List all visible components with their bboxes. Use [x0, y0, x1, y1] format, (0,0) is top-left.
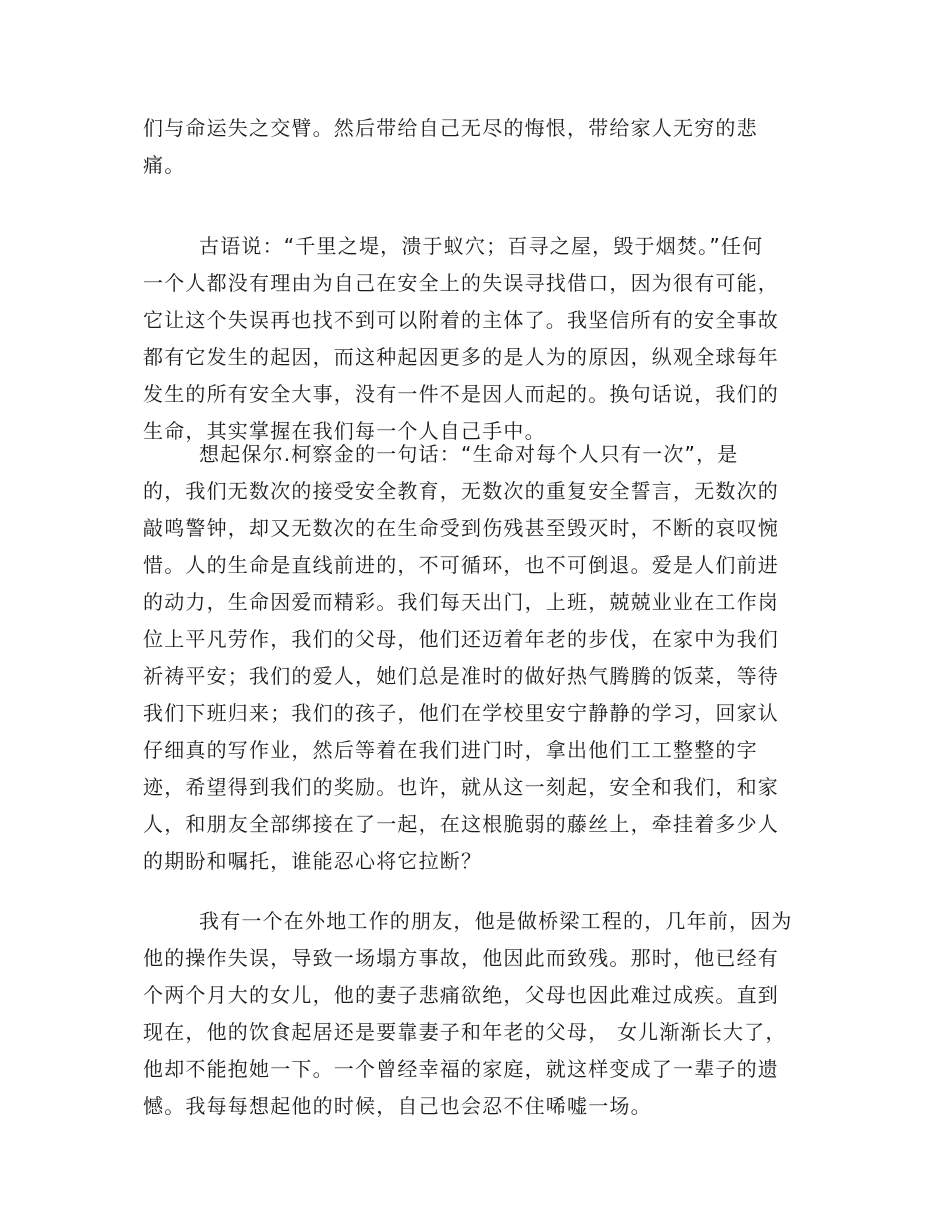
text-line: 发生的所有安全大事，没有一件不是因人而起的。换句话说，我们的: [143, 382, 779, 406]
text-line: 一个人都没有理由为自己在安全上的失误寻找借口，因为很有可能，: [143, 271, 779, 295]
text-line: 古语说：“千里之堤，溃于蚁穴；百寻之屋，毁于烟焚。”任何: [199, 234, 764, 258]
text-line: 的期盼和嘱托，谁能忍心将它拉断？: [143, 849, 483, 873]
text-line: 生命，其实掌握在我们每一个人自己手中。: [143, 419, 546, 443]
paragraph-4: [143, 903, 813, 1125]
text-line: 的动力，生命因爱而精彩。我们每天出门，上班，兢兢业业在工作岗: [143, 590, 779, 614]
paragraph-3: [143, 436, 813, 880]
text-line: 敲鸣警钟，却又无数次的在生命受到伤残甚至毁灭时，不断的哀叹惋: [143, 516, 779, 540]
text-line: 祈祷平安；我们的爱人，她们总是准时的做好热气腾腾的饭菜，等待: [143, 664, 779, 688]
text-line: 想起保尔.柯察金的一句话：“生命对每个人只有一次”，是: [199, 442, 739, 466]
text-line: 惜。人的生命是直线前进的，不可循环，也不可倒退。爱是人们前进: [143, 553, 779, 577]
paragraph-1: [143, 110, 813, 184]
text-line: 都有它发生的起因，而这种起因更多的是人为的原因，纵观全球每年: [143, 345, 779, 369]
text-line: 个两个月大的女儿，他的妻子悲痛欲绝，父母也因此难过成疾。直到: [143, 983, 779, 1007]
text-line: 们与命运失之交臂。然后带给自己无尽的悔恨，带给家人无穷的悲: [143, 116, 758, 140]
text-line: 他却不能抱她一下。一个曾经幸福的家庭，就这样变成了一辈子的遗: [143, 1057, 779, 1081]
text-line: 痛。: [143, 153, 186, 177]
text-line: 仔细真的写作业，然后等着在我们进门时，拿出他们工工整整的字: [143, 738, 758, 762]
text-line: 的，我们无数次的接受安全教育，无数次的重复安全誓言，无数次的: [143, 479, 779, 503]
text-line: 现在，他的饮食起居还是要靠妻子和年老的父母， 女儿渐渐长大了，: [143, 1020, 787, 1044]
text-line: 他的操作失误，导致一场塌方事故，他因此而致残。那时，他已经有: [143, 946, 779, 970]
text-line: 我们下班归来；我们的孩子，他们在学校里安宁静静的学习，回家认: [143, 701, 779, 725]
paragraph-2: [143, 228, 813, 450]
text-line: 迹，希望得到我们的奖励。也许，就从这一刻起，安全和我们，和家: [143, 775, 779, 799]
text-line: 人，和朋友全部绑接在了一起，在这根脆弱的藤丝上，牵挂着多少人: [143, 812, 779, 836]
text-line: 它让这个失误再也找不到可以附着的主体了。我坚信所有的安全事故: [143, 308, 779, 332]
text-line: 我有一个在外地工作的朋友，他是做桥梁工程的，几年前，因为: [199, 909, 793, 933]
text-line: 憾。我每每想起他的时候，自己也会忍不住唏嘘一场。: [143, 1094, 652, 1118]
text-line: 位上平凡劳作，我们的父母，他们还迈着年老的步伐，在家中为我们: [143, 627, 779, 651]
